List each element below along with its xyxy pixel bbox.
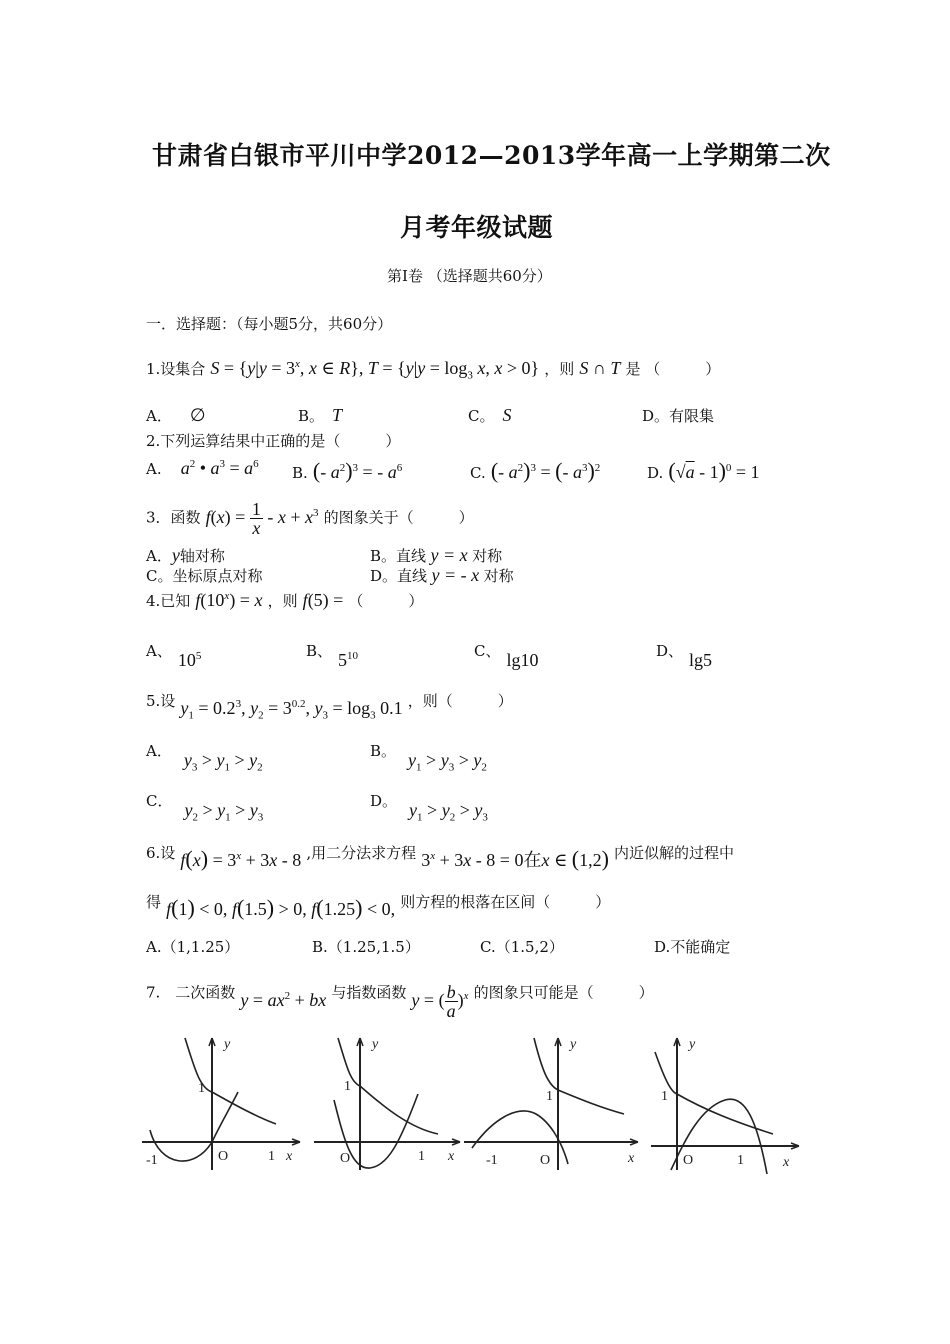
q4-option-a: A、 $10^5$ [146,642,202,670]
exponential-curve [655,1052,773,1134]
q5-option-a: A． $y_3 > y_1 > y_2$ [146,742,263,774]
x-one-label: 1 [268,1149,275,1164]
q6-option-c: C.（1.5,2） [480,938,564,956]
x-label: x [448,1149,455,1164]
q1-option-c: C。 S [468,405,512,425]
question-6-line-1: 6.设 $f(x) = 3^x + 3x - 8$ ,用二分法求方程 $3^x + 3x - 8 = 0$在x ∈ (1,2) 内近似解的过程中 [146,844,735,871]
q2-option-a: A. $a^2$ • $a^3 = a^6$ [146,458,259,478]
graph-option-a [140,1030,310,1180]
q3-option-d: D。直线 y = - x 对称 [370,565,514,585]
q3-option-a: A．y轴对称 [146,545,225,565]
q1-option-d: D。有限集 [642,407,715,425]
q2-stem: 2.下列运算结果中正确的是（ ） [146,432,401,450]
origin-label: O [340,1151,351,1166]
one-label: 1 [344,1079,351,1094]
question-6-line-2: 得 f(1) < 0, f(1.5) > 0, f(1.25) < 0, 则方程的根落在区间（ ） [146,893,611,920]
q1-set-formula: $S = \{y|y = 3^x$, x ∈ R}, $T = \{y|y = \log_3 x$, x > 0} [210,358,540,382]
q1-prefix: 1.设集合 [146,360,206,378]
q2-option-b: B. (- $a^2)^3$ = - $a^6$ [292,458,403,483]
q1-suffix: 是 （ ） [625,360,721,378]
q5-option-b: B。 $y_1 > y_3 > y_2$ [370,742,487,774]
exponential-curve [338,1038,438,1134]
x-label: x [783,1155,790,1170]
x-one-label: 1 [418,1149,425,1164]
q2-option-d: D. (√a - 1)$^0$ = 1 [647,458,760,483]
page-title-line-2: 月考年级试题 [400,213,554,242]
q6-option-d: D.不能确定 [654,938,731,956]
question-4: 4.已知 $f(10^x) = x$ ，则 f(5) = （ ） [146,590,424,610]
q1-option-b: B。 T [298,405,343,425]
origin-label: O [218,1149,229,1164]
q1-option-a: A． ∅ [146,405,206,425]
question-1 [146,358,720,382]
q6-option-a: A.（1,1.25） [146,938,240,956]
q4-option-d: D、 lg5 [656,642,713,670]
q1-mid: ，则 [544,360,575,378]
q6-option-b: B.（1.25,1.5） [312,938,420,956]
origin-label: O [540,1153,551,1168]
x-one-label: 1 [737,1153,744,1168]
q4-option-c: C、 lg10 [474,642,539,670]
question-7: 7. 二次函数 $y = ax^2$ + bx 与指数函数 y = ( $\frac{b}{a}$ )$^x$ 的图象只可能是（ ） [146,982,654,1021]
question-3: 3．函数 f(x) = $\frac{1}{x}$ - $x + x^3$ 的图象关于（ ） [146,499,474,538]
q3-option-b: B。直线 y = x 对称 [370,545,503,565]
volume-heading: 第I卷 （选择题共60分） [387,267,552,285]
graph-option-d [645,1030,805,1180]
y-label: y [570,1037,577,1052]
section-heading: 一．选择题：（每小题5分，共60分） [146,315,393,333]
y-label: y [224,1037,231,1052]
one-label: 1 [546,1089,553,1104]
q5-option-d: D。 $y_1 > y_2 > y_3$ [370,792,488,824]
page-title-line-1: 甘肃省白银市平川中学2012—2013学年高一上学期第二次 [152,141,831,170]
q5-option-c: C． $y_2 > y_1 > y_3$ [146,792,264,824]
x-label: x [628,1151,635,1166]
q1-intersection: S ∩ T [579,358,621,378]
neg-one-label: -1 [146,1153,158,1168]
question-5: 5.设 $y_1 = 0.2^3$, $y_2 = 3^{0.2}$, $y_3 = \log_3 0.1$ ，则（ ） [146,692,513,722]
x-label: x [286,1149,293,1164]
origin-label: O [683,1153,694,1168]
q4-option-b: B、 $5^{10}$ [306,642,359,670]
graph-option-c [462,1030,642,1180]
one-label: 1 [661,1089,668,1104]
q3-option-c: C。坐标原点对称 [146,567,263,585]
y-label: y [372,1037,379,1052]
y-label: y [689,1037,696,1052]
neg-one-label: -1 [486,1153,498,1168]
q2-option-c: C. (- $a^2)^3$ = (- $a^3)^2$ [470,458,601,483]
graph-option-b [310,1030,470,1180]
one-label: 1 [198,1081,205,1096]
